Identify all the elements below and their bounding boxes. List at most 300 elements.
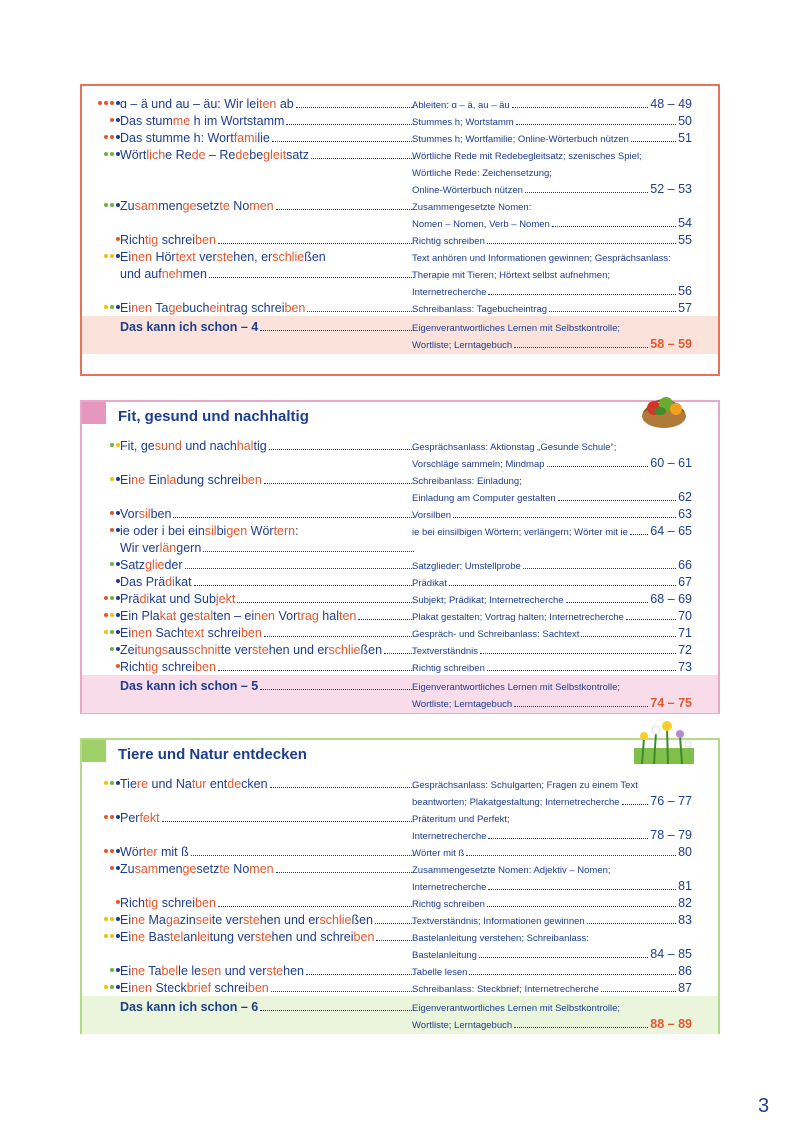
syllable-highlight: ben (195, 896, 216, 910)
syllable-highlight: schlie (328, 643, 361, 657)
page-reference[interactable]: 81 (678, 879, 692, 893)
topic-description (412, 693, 692, 710)
syllable: und ver (221, 964, 267, 978)
dotted-leader (358, 619, 414, 620)
lesson-title-text: Das kann ich schon – 5 (120, 679, 259, 693)
page-reference[interactable]: 88 – 89 (650, 1017, 692, 1031)
topic-description (412, 910, 692, 927)
syllable: Steck (151, 981, 187, 995)
dot-green (110, 630, 114, 634)
page-reference[interactable]: 50 (678, 114, 692, 128)
lesson-title-text (120, 643, 382, 657)
dot-red (104, 815, 108, 819)
lesson-title-text (120, 981, 269, 995)
syllable: ßen (351, 913, 373, 927)
syllable: Ei (120, 930, 132, 944)
topic-description (412, 247, 692, 264)
syllable-highlight: ne (131, 930, 146, 944)
lesson-title[interactable] (120, 94, 416, 111)
syllable: le le (178, 964, 202, 978)
syllable: Tie (120, 777, 137, 791)
syllable: lie (257, 131, 270, 145)
dotted-leader (525, 192, 648, 193)
lesson-title[interactable] (120, 264, 416, 281)
syllable-highlight: gen (226, 524, 248, 538)
page-reference[interactable]: 52 – 53 (650, 182, 692, 196)
page-reference[interactable]: 84 – 85 (650, 947, 692, 961)
topic-description (412, 94, 692, 111)
syllable-highlight: tern (273, 524, 296, 538)
dotted-leader (549, 311, 676, 312)
page-reference[interactable]: 60 – 61 (650, 456, 692, 470)
lesson-title[interactable] (120, 317, 416, 334)
syllable: schrei (158, 233, 196, 247)
topic-text: Gesprächsanlass: Schulgarten; Fragen zu einem Text (412, 780, 638, 791)
syllable: schrei (158, 896, 196, 910)
syllable-highlight: de (191, 148, 206, 162)
chapter-title (118, 746, 307, 763)
lesson-title[interactable] (120, 436, 416, 453)
syllable-highlight: neh (161, 267, 183, 281)
topic-description (412, 281, 692, 298)
lesson-title[interactable] (120, 997, 416, 1014)
dot-red (110, 866, 114, 870)
syllable: Ei (120, 473, 132, 487)
lesson-title[interactable] (120, 230, 416, 247)
page-reference[interactable]: 51 (678, 131, 692, 145)
syllable-highlight: ste (254, 930, 272, 944)
dot-yellow (110, 477, 114, 481)
page-reference[interactable]: 66 (678, 558, 692, 572)
syllable: Vor (120, 507, 139, 521)
dotted-leader (558, 500, 676, 501)
syllable: hen und schrei (271, 930, 354, 944)
lesson-title-text (120, 97, 294, 111)
syllable: te ver (220, 643, 253, 657)
lesson-title[interactable] (120, 893, 416, 910)
page-reference[interactable]: 57 (678, 301, 692, 315)
page-reference[interactable]: 67 (678, 575, 692, 589)
competence-dots (92, 589, 120, 606)
syllable: zin (179, 913, 196, 927)
competence-dots (92, 196, 120, 213)
chapter-title (118, 408, 309, 425)
syllable-highlight: sund (162, 408, 199, 425)
syllable-highlight: nen (131, 981, 152, 995)
dotted-leader (286, 124, 414, 125)
topic-description (412, 436, 692, 453)
page-reference[interactable]: 63 (678, 507, 692, 521)
topic-text: Schreibanlass: Tagebucheintrag (412, 304, 548, 315)
topic-description (412, 859, 692, 876)
syllable-highlight: ste (252, 643, 269, 657)
syllable-highlight: trag (297, 609, 319, 623)
dot-yellow (104, 934, 108, 938)
page-reference[interactable]: 73 (678, 660, 692, 674)
syllable: tung ver (209, 930, 255, 944)
page-reference[interactable]: 70 (678, 609, 692, 623)
syllable: Ta (145, 964, 162, 978)
syllable-highlight: tig (145, 660, 159, 674)
topic-text: Text anhören und Informationen gewinnen; Gesprächsanlass: (412, 253, 671, 264)
dotted-leader (514, 706, 648, 707)
syllable: und Na (153, 746, 209, 763)
syllable-highlight: re (136, 777, 149, 791)
syllable-highlight: nen (131, 626, 152, 640)
lesson-title[interactable] (120, 910, 416, 927)
syllable-highlight: ben (240, 626, 262, 640)
competence-dots (92, 145, 120, 162)
dotted-leader (449, 585, 676, 586)
page-reference[interactable]: 78 – 79 (650, 828, 692, 842)
syllable: ent (228, 746, 256, 763)
lesson-title-text (120, 626, 262, 640)
topic-text: Online-Wörterbuch nützen (412, 185, 523, 196)
syllable: trag schrei (226, 301, 285, 315)
syllable: und nach (198, 408, 269, 425)
syllable-highlight: de (227, 777, 242, 791)
dotted-leader (488, 294, 676, 295)
syllable-highlight: ten (338, 609, 357, 623)
competence-dots (92, 555, 120, 572)
lesson-title[interactable] (120, 111, 416, 128)
topic-text: Satzglieder; Umstellprobe (412, 561, 521, 572)
syllable-highlight: ne (131, 964, 146, 978)
syllable-highlight: di (165, 575, 175, 589)
syllable: : (295, 524, 299, 538)
dot-green (110, 152, 114, 156)
syllable: schrei (211, 981, 248, 995)
page-reference[interactable]: 48 – 49 (650, 97, 692, 111)
topic-description (412, 453, 692, 470)
syllable-highlight: ben (284, 301, 306, 315)
syllable: Ma (145, 913, 166, 927)
syllable-highlight: ste (266, 964, 284, 978)
syllable-highlight: sil (204, 524, 217, 538)
topic-text: Zusammengesetzte Nomen: Adjektiv – Nomen; (412, 865, 611, 876)
syllable-highlight: fekt (139, 811, 160, 825)
page-reference[interactable]: 64 – 65 (650, 524, 692, 538)
page-reference[interactable]: 71 (678, 626, 692, 640)
topic-text: Internetrecherche (412, 831, 487, 842)
lesson-title[interactable] (120, 774, 416, 791)
chapter-s4 (80, 84, 720, 376)
syllable: Zu (120, 199, 135, 213)
syllable-highlight: me (172, 114, 191, 128)
fruit-basket-icon (638, 388, 690, 435)
page-reference[interactable]: 87 (678, 981, 692, 995)
dotted-leader (488, 889, 676, 890)
dotted-leader (512, 107, 649, 108)
syllable: Ei (120, 964, 132, 978)
topic-text: Vorschläge sammeln; Mindmap (412, 459, 545, 470)
dot-green (110, 985, 114, 989)
dot-red (110, 849, 114, 853)
lesson-title-text (120, 250, 326, 264)
syllable: Ei (120, 626, 132, 640)
lesson-title[interactable] (120, 572, 416, 589)
competence-dots (92, 623, 120, 640)
topic-description (412, 145, 692, 162)
dot-yellow (110, 254, 114, 258)
topic-text: Plakat gestalten; Vortrag halten; Internetrecherche (412, 612, 624, 623)
dot-red (98, 101, 102, 105)
topic-text: Präteritum und Perfekt; (412, 814, 510, 825)
topic-text: Prädikat (412, 578, 447, 589)
dotted-leader (194, 585, 414, 586)
syllable: buch (182, 301, 210, 315)
dotted-leader (479, 957, 648, 958)
dot-red (110, 135, 114, 139)
competence-dots (92, 657, 120, 674)
dot-green (110, 781, 114, 785)
syllable-highlight: brief (186, 981, 212, 995)
lesson-title[interactable] (120, 606, 416, 623)
syllable-highlight: jekt (215, 592, 236, 606)
lesson-title[interactable] (120, 145, 416, 162)
syllable: men (182, 267, 207, 281)
topic-description (412, 298, 692, 315)
syllable: und auf (120, 267, 162, 281)
syllable: Wör (247, 524, 274, 538)
lesson-title[interactable] (120, 521, 416, 538)
syllable: an (183, 930, 198, 944)
dotted-leader (203, 551, 414, 552)
lesson-title-text (120, 660, 216, 674)
lesson-title-text (120, 267, 207, 281)
dotted-leader (271, 991, 414, 992)
dotted-leader (480, 653, 676, 654)
syllable: hen und er (259, 913, 320, 927)
topic-description (412, 791, 692, 808)
lesson-title[interactable] (120, 859, 416, 876)
syllable-highlight: text (183, 626, 205, 640)
dot-yellow (110, 934, 114, 938)
topic-text: Bastelanleitung (412, 950, 477, 961)
syllable: tig (290, 408, 309, 425)
dotted-leader (622, 804, 649, 805)
dot-yellow (104, 254, 108, 258)
lesson-title[interactable] (120, 128, 416, 145)
syllable-highlight: tig (145, 896, 159, 910)
dot-green (110, 596, 114, 600)
syllable-highlight: nen (131, 250, 152, 264)
lesson-title[interactable] (120, 589, 416, 606)
page-reference[interactable]: 56 (678, 284, 692, 298)
topic-description (412, 128, 692, 145)
syllable-highlight: sil (138, 507, 151, 521)
dotted-leader (264, 636, 414, 637)
lesson-title-text (120, 301, 305, 315)
lesson-title-text (120, 233, 216, 247)
page-reference[interactable]: 82 (678, 896, 692, 910)
syllable: und nach (181, 439, 237, 453)
syllable: hen und er (268, 643, 329, 657)
topic-text: Ableiten: ɑ – ä, au – äu (412, 100, 510, 111)
dot-green (110, 647, 114, 651)
chapter-s5 (80, 400, 720, 714)
syllable: kat (174, 575, 192, 589)
lesson-title[interactable] (120, 298, 416, 315)
lesson-title[interactable] (120, 196, 416, 213)
lesson-title[interactable] (120, 676, 416, 693)
lesson-title[interactable] (120, 808, 416, 825)
lesson-title-text (120, 777, 268, 791)
lesson-title[interactable] (120, 470, 416, 487)
dot-green (110, 203, 114, 207)
syllable-highlight: tur (191, 777, 207, 791)
lesson-title[interactable] (120, 623, 416, 640)
syllable-highlight: län (159, 541, 177, 555)
topic-text: Stummes h; Wortfamilie; Online-Wörterbuch nützen (412, 134, 629, 145)
syllable-highlight: ste (216, 250, 234, 264)
syllable: Rich (120, 233, 146, 247)
syllable-highlight: ga (165, 913, 180, 927)
topic-description (412, 230, 692, 247)
syllable: No (229, 862, 250, 876)
dotted-leader (487, 906, 676, 907)
syllable: Das Prä (120, 575, 166, 589)
dotted-leader (516, 124, 676, 125)
page-reference[interactable]: 68 – 69 (650, 592, 692, 606)
page-reference[interactable]: 58 – 59 (650, 337, 692, 351)
syllable: No (229, 199, 250, 213)
lesson-title[interactable] (120, 978, 416, 995)
dot-red (104, 613, 108, 617)
lesson-title[interactable] (120, 555, 416, 572)
topic-description (412, 944, 692, 961)
syllable-highlight: ben (195, 660, 216, 674)
topic-description (412, 162, 692, 179)
topic-text: Wortliste; Lerntagebuch (412, 699, 513, 710)
syllable: h im Wortstamm (190, 114, 285, 128)
syllable: mit ß (157, 845, 189, 859)
topic-description (412, 978, 692, 995)
syllable: Ein (145, 473, 167, 487)
topic-text: Richtig schreiben (412, 663, 485, 674)
page-reference[interactable]: 72 (678, 643, 692, 657)
lesson-title-text: Das kann ich schon – 6 (120, 1000, 259, 1014)
topic-text: ie bei einsilbigen Wörtern; verlängern; Wörter mit ie (412, 527, 628, 538)
syllable: Wört (120, 148, 147, 162)
lesson-title-text (120, 811, 160, 825)
lesson-title[interactable] (120, 657, 416, 674)
syllable-highlight: ben (195, 233, 216, 247)
syllable-highlight: de (235, 148, 250, 162)
dotted-leader (587, 923, 676, 924)
competence-dots (92, 842, 120, 859)
dot-yellow (104, 305, 108, 309)
competence-dots (92, 640, 120, 657)
syllable: Rich (120, 896, 146, 910)
topic-text: Eigenverantwortliches Lernen mit Selbstkontrolle; (412, 682, 621, 693)
dotted-leader (276, 872, 414, 873)
lesson-title-text (120, 575, 192, 589)
syllable-highlight: ben (353, 930, 375, 944)
dotted-leader (453, 517, 676, 518)
syllable-highlight: de (255, 746, 273, 763)
topic-description (412, 334, 692, 351)
dotted-leader (276, 209, 414, 210)
syllable-highlight: tel (170, 930, 184, 944)
dotted-leader (514, 347, 648, 348)
lesson-title[interactable] (120, 842, 416, 859)
page-reference[interactable]: 80 (678, 845, 692, 859)
syllable-highlight: kat (159, 609, 177, 623)
syllable-highlight: sund (154, 439, 182, 453)
syllable: Das stumme h: Wort (120, 131, 234, 145)
topic-description (412, 961, 692, 978)
syllable: Per (120, 811, 140, 825)
syllable: setz (196, 862, 220, 876)
topic-description (412, 196, 692, 213)
topic-description (412, 487, 692, 504)
topic-description (412, 264, 692, 281)
page-reference[interactable]: 54 (678, 216, 692, 230)
syllable: ɑ – ä und au – äu: Wir lei (120, 97, 259, 111)
syllable: aus (167, 643, 189, 657)
syllable-highlight: te (219, 199, 230, 213)
syllable-highlight: ge (182, 199, 197, 213)
syllable: gern (176, 541, 202, 555)
syllable: bi (216, 524, 227, 538)
topic-text: Wörter mit ß (412, 848, 465, 859)
lesson-title[interactable] (120, 927, 416, 944)
dotted-leader (630, 534, 648, 535)
page-reference[interactable]: 62 (678, 490, 692, 504)
lesson-title-text (120, 473, 262, 487)
lesson-title-text (120, 609, 356, 623)
page-reference[interactable]: 83 (678, 913, 692, 927)
topic-description (412, 589, 692, 606)
syllable: ab (276, 97, 294, 111)
lesson-title[interactable] (120, 538, 416, 555)
competence-dots (92, 111, 120, 128)
topic-text: Eigenverantwortliches Lernen mit Selbstkontrolle; (412, 323, 621, 334)
dot-yellow (104, 985, 108, 989)
syllable-highlight: tungs (137, 643, 168, 657)
topic-text: Richtig schreiben (412, 236, 485, 247)
syllable-highlight: men (249, 199, 274, 213)
syllable: Ei (120, 981, 132, 995)
syllable: ten – ei (213, 609, 255, 623)
lesson-title[interactable] (120, 961, 416, 978)
topic-text: Textverständnis; Informationen gewinnen (412, 916, 585, 927)
lesson-title[interactable] (120, 247, 416, 264)
topic-text: beantworten; Plakatgestaltung; Internetrecherche (412, 797, 620, 808)
lesson-title[interactable] (120, 504, 416, 521)
syllable: ben (150, 507, 172, 521)
syllable-highlight: glie (145, 558, 165, 572)
dotted-leader (375, 923, 414, 924)
competence-dots (92, 504, 120, 521)
dot-yellow (104, 917, 108, 921)
competence-dots (92, 978, 120, 995)
lesson-title[interactable] (120, 640, 416, 657)
page-reference[interactable]: 76 – 77 (650, 794, 692, 808)
topic-text: Internetrecherche (412, 287, 487, 298)
syllable: satz (286, 148, 310, 162)
page-reference[interactable]: 55 (678, 233, 692, 247)
dotted-leader (581, 636, 676, 637)
dotted-leader (466, 855, 676, 856)
dotted-leader (552, 226, 676, 227)
page-reference[interactable]: 74 – 75 (650, 696, 692, 710)
topic-description (412, 606, 692, 623)
chapter-s6 (80, 738, 720, 1034)
lesson-title-text: Das kann ich schon – 4 (120, 320, 259, 334)
page-reference[interactable]: 86 (678, 964, 692, 978)
